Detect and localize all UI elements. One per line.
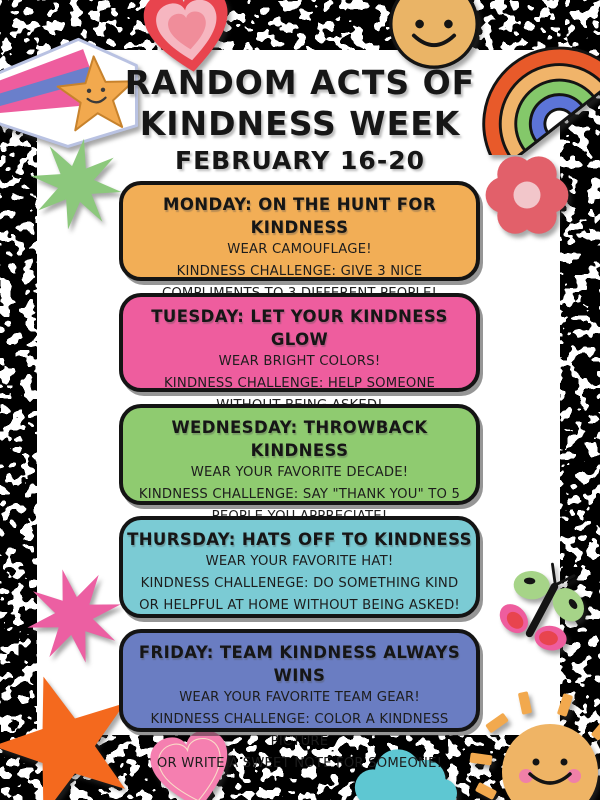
poster-title-line2: KINDNESS WEEK (139, 104, 461, 143)
smiley-eye (444, 20, 453, 29)
day-line: KINDNESS CHALLENEGE: DO SOMETHING KIND (140, 576, 459, 591)
day-card-monday (119, 181, 480, 281)
sun-face (502, 724, 598, 800)
sun-eye (533, 759, 540, 766)
day-card-friday (119, 629, 480, 771)
day-line: KINDNESS CHALLENGE: SAY "THANK YOU" TO 5 (138, 487, 461, 502)
day-title: THURSDAY: HATS OFF TO KINDNESS (127, 530, 472, 549)
poster-title-line1: RANDOM ACTS OF (124, 63, 476, 102)
day-line: WEAR YOUR FAVORITE HAT! (205, 554, 394, 569)
day-line: OR WRITE A SWEET NOTE FOR SOMEONE! (156, 756, 443, 771)
sun-eye (561, 759, 568, 766)
day-card-thursday (119, 516, 480, 618)
day-line: KINDNESS CHALLENGE: HELP SOMEONE (163, 376, 436, 391)
poster-title-block (0, 62, 600, 175)
day-line: WEAR YOUR FAVORITE DECADE! (190, 465, 409, 480)
butterfly-sticker (490, 552, 594, 668)
day-title: WEDNESDAY: THROWBACK KINDNESS (171, 418, 428, 460)
sun-sticker (468, 690, 600, 800)
day-line: OR HELPFUL AT HOME WITHOUT BEING ASKED! (139, 598, 460, 613)
day-line: WEAR CAMOUFLAGE! (227, 242, 372, 257)
pink-starburst (24, 566, 124, 666)
day-card-tuesday (119, 293, 480, 392)
day-line: WEAR YOUR FAVORITE TEAM GEAR! (179, 690, 420, 705)
day-line: KINDNESS CHALLENGE: COLOR A KINDNESS PICTURE (150, 712, 449, 749)
poster-dates: FEBRUARY 16-20 (175, 146, 425, 175)
day-line: KINDNESS CHALLENGE: GIVE 3 NICE (176, 264, 423, 279)
day-title: MONDAY: ON THE HUNT FOR KINDNESS (163, 195, 436, 237)
pink-starburst-sticker (24, 566, 124, 666)
flower-center (514, 182, 541, 209)
day-line: WEAR BRIGHT COLORS! (218, 354, 381, 369)
smiley-eye (415, 20, 424, 29)
day-card-wednesday (119, 404, 480, 505)
butterfly-wing-top (513, 570, 550, 600)
day-title: TUESDAY: LET YOUR KINDNESS GLOW (151, 307, 448, 349)
day-title: FRIDAY: TEAM KINDNESS ALWAYS WINS (138, 643, 461, 685)
